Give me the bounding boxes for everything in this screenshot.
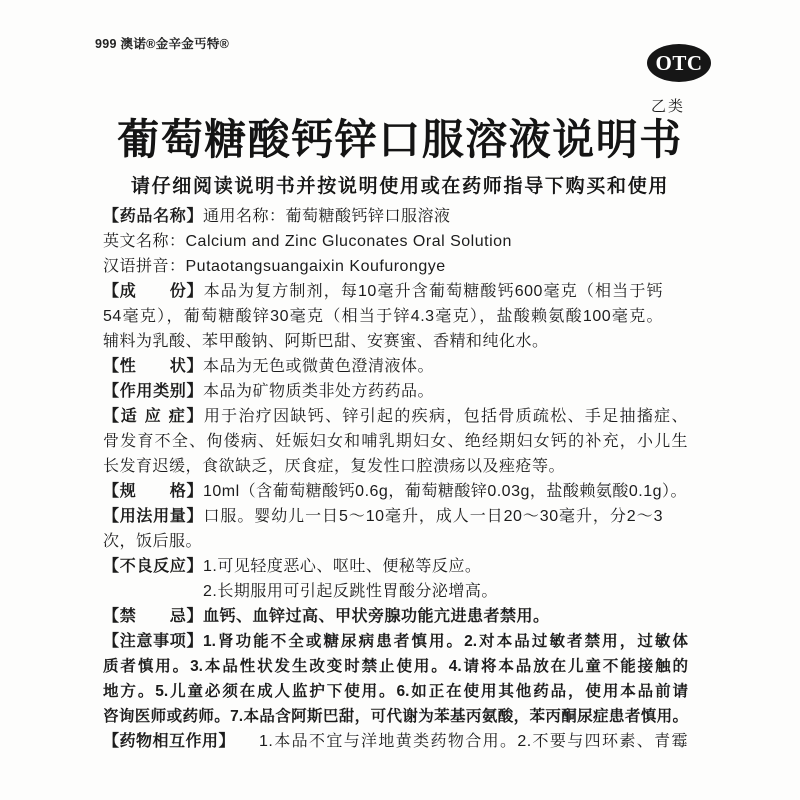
section-line (103, 279, 663, 304)
section-text: 10ml（含葡萄糖酸钙0.6g，葡萄糖酸锌0.03g，盐酸赖氨酸0.1g）。 (203, 483, 688, 500)
section-text: 本品为无色或微黄色澄清液体。 (203, 358, 435, 375)
section-line (103, 504, 663, 529)
section-dosage (103, 504, 703, 554)
otc-label: OTC (655, 50, 703, 75)
document-title: 葡萄糖酸钙锌口服溶液说明书 (117, 116, 683, 163)
section-text: 1.本品不宜与洋地黄类药物合用。2.不要与四环素、青霉 (259, 733, 688, 750)
otc-category: 乙类 (651, 98, 686, 115)
section-label: 【适 应 症】 (103, 408, 203, 425)
section-line: 咨询医师或药师。7.本品含阿斯巴甜，可代谢为苯基丙氨酸，苯丙酮尿症患者慎用。 (103, 708, 688, 725)
section-label: 【不良反应】 (103, 558, 203, 575)
section-text: 口服。婴幼儿一日5～10毫升，成人一日20～30毫升，分2～3 (203, 508, 663, 525)
english-name-line: 英文名称：Calcium and Zinc Gluconates Oral Solution (103, 233, 512, 250)
section-line: 长发育迟缓，食欲缺乏，厌食症，复发性口腔溃疡以及痤疮等。 (103, 458, 566, 475)
section-line: 2.长期服用可引起反跳性胃酸分泌增高。 (203, 583, 498, 600)
section-text: 血钙、血锌过高、甲状旁腺功能亢进患者禁用。 (203, 608, 550, 625)
section-specification (103, 479, 703, 504)
section-label: 【作用类别】 (103, 383, 203, 400)
section-line (103, 354, 703, 379)
generic-name-text: 通用名称：葡萄糖酸钙锌口服溶液 (203, 208, 451, 225)
section-label: 【规 格】 (103, 483, 203, 500)
section-label: 【药物相互作用】 (103, 733, 236, 750)
section-line (103, 729, 688, 754)
section-appearance (103, 354, 703, 379)
section-line: 辅料为乳酸、苯甲酸钠、阿斯巴甜、安赛蜜、香精和纯化水。 (103, 333, 549, 350)
section-contraindications (103, 604, 703, 629)
section-drug-name (103, 204, 703, 279)
section-label: 【禁 忌】 (103, 608, 203, 625)
section-text: 本品为矿物质类非处方药药品。 (203, 383, 435, 400)
section-line: 54毫克），葡萄糖酸锌30毫克（相当于锌4.3毫克），盐酸赖氨酸100毫克。 (103, 308, 663, 325)
section-text: 1.肾功能不全或糖尿病患者慎用。2.对本品过敏者禁用，过敏体 (203, 633, 688, 650)
section-text: 1.可见轻度恶心、呕吐、便秘等反应。 (203, 558, 482, 575)
section-line (103, 204, 703, 229)
section-drug-interactions (103, 729, 703, 754)
document-subtitle: 请仔细阅读说明书并按说明使用或在药师指导下购买和使用 (130, 176, 670, 197)
section-label: 【注意事项】 (103, 633, 203, 650)
section-line: 地方。5.儿童必须在成人监护下使用。6.如正在使用其他药品，使用本品前请 (103, 683, 688, 700)
section-line (103, 629, 688, 654)
section-line (103, 554, 703, 579)
otc-badge (647, 44, 711, 82)
section-label: 【性 状】 (103, 358, 203, 375)
section-text: 本品为复方制剂，每10毫升含葡萄糖酸钙600毫克（相当于钙 (203, 283, 663, 300)
section-line (103, 604, 703, 629)
section-line (103, 404, 688, 429)
section-category (103, 379, 703, 404)
section-adverse-reactions (103, 554, 703, 604)
section-indications (103, 404, 703, 479)
section-precautions (103, 629, 703, 729)
section-line: 骨发育不全、佝偻病、妊娠妇女和哺乳期妇女、绝经期妇女钙的补充，小儿生 (103, 433, 688, 450)
section-text: 用于治疗因缺钙、锌引起的疾病，包括骨质疏松、手足抽搐症、 (203, 408, 688, 425)
section-label: 【用法用量】 (103, 508, 203, 525)
leaflet-body (103, 204, 703, 754)
brand-logo-text: 999 澳诺®金辛金丐特® (95, 37, 230, 51)
section-line: 质者慎用。3.本品性状发生改变时禁止使用。4.请将本品放在儿童不能接触的 (103, 658, 688, 675)
section-label: 【成 份】 (103, 283, 203, 300)
section-line (103, 379, 703, 404)
section-line (103, 479, 703, 504)
pinyin-name-line: 汉语拼音：Putaotangsuangaixin Koufurongye (103, 258, 446, 275)
section-label: 【药品名称】 (103, 208, 203, 225)
section-line: 次，饭后服。 (103, 533, 203, 550)
section-ingredients (103, 279, 703, 354)
